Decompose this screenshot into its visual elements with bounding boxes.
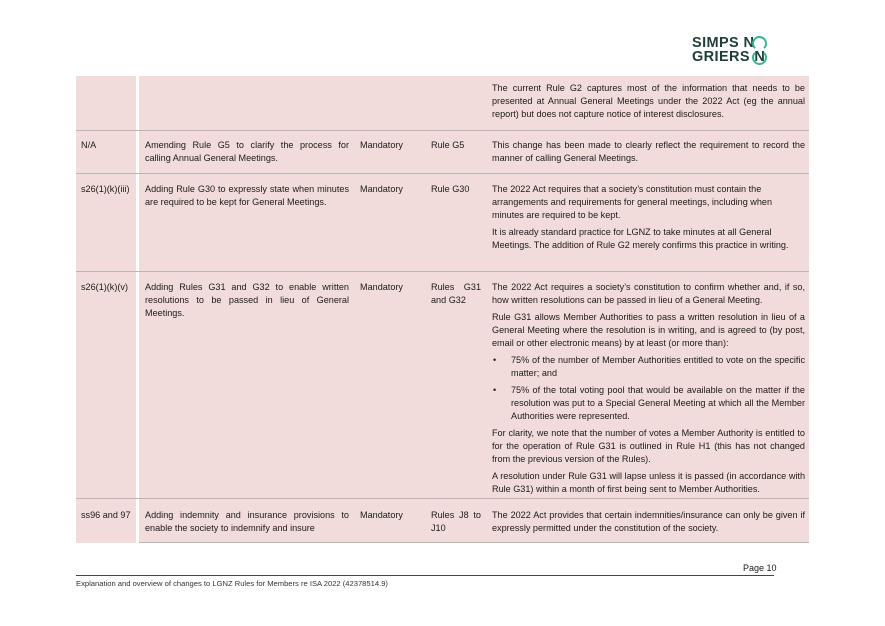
row-2-ref: s26(1)(k)(iii) [81, 184, 130, 194]
row-1-explanation [492, 139, 805, 169]
footer-divider [76, 575, 774, 576]
page-number: Page 10 [743, 563, 777, 573]
row-divider [76, 173, 809, 174]
row-3-explanation-para: For clarity, we note that the number of votes a Member Authority is entitled to for the operation of Rule G31 is outlined in Rule H1 (this has not changed from the previous version of the Rules). [492, 428, 805, 464]
row-0-explanation [492, 82, 805, 125]
row-3-explanation-para: Rule G31 allows Member Authorities to pass a written resolution in lieu of a General Meeting where the resolution is in writing, and is agreed to (by post, email or other electronic means) by at least (or more than): [492, 312, 805, 348]
logo-ring-top-icon [752, 36, 767, 51]
row-3-explanation-para: The 2022 Act requires a society’s constitution to confirm whether and, if so, how written resolutions can be passed in lieu of a General Meeting. [492, 282, 805, 305]
changes-table [76, 76, 809, 543]
row-1-rule: Rule G5 [431, 140, 465, 150]
simpson-grierson-logo [692, 36, 780, 66]
row-2-explanation [492, 183, 805, 256]
row-2-change: Adding Rule G30 to expressly state when minutes are required to be kept for General Meetings. [145, 184, 349, 207]
row-3-ref: s26(1)(k)(v) [81, 282, 128, 292]
row-divider [76, 271, 809, 272]
logo-ring-bottom-icon [752, 50, 767, 65]
row-divider [76, 498, 809, 499]
row-2-rule: Rule G30 [431, 184, 470, 194]
logo-line-2: GRIERS N [692, 49, 766, 65]
row-1-ref: N/A [81, 140, 97, 150]
row-3-bullet-item: • 75% of the total voting pool that would be available on the matter if the resolution was put to a Special General Meeting at which all the Member Authorities were represented. [492, 384, 805, 423]
row-3-change: Adding Rules G31 and G32 to enable written resolutions to be passed in lieu of General Meetings. [145, 282, 349, 318]
row-4-explanation [492, 509, 805, 539]
row-4-type: Mandatory [360, 510, 403, 520]
row-2-explanation-para: It is already standard practice for LGNZ to take minutes at all General Meetings. The addition of Rule G2 merely confirms this practice in writing. [492, 227, 789, 250]
row-4-rule: Rules J8 to J10 [431, 510, 481, 533]
row-divider [76, 130, 809, 131]
logo-line-1: SIMPS N [692, 35, 755, 51]
row-3-explanation [492, 281, 805, 500]
row-4-ref: ss96 and 97 [81, 510, 131, 520]
row-2-explanation-para: The 2022 Act requires that a society’s constitution must contain the arrangements and requirements for general meetings, including when minutes are required to be kept. [492, 184, 773, 220]
row-0-explanation-para: The current Rule G2 captures most of the information that needs to be presented at Annual General Meetings under the 2022 Act (eg the annual report) but does not capture notice of interest disclosures. [492, 83, 805, 119]
row-3-explanation-para: A resolution under Rule G31 will lapse unless it is passed (in accordance with Rule G31) within a month of first being sent to Member Authorities. [492, 471, 805, 494]
row-3-bullet-item: • 75% of the number of Member Authorities entitled to vote on the specific matter; and [492, 354, 805, 380]
row-3-rule: Rules G31 and G32 [431, 282, 481, 305]
table-bottom-border [139, 542, 809, 543]
row-1-change: Amending Rule G5 to clarify the process for calling Annual General Meetings. [145, 140, 349, 163]
footer-document-title: Explanation and overview of changes to LGNZ Rules for Members re ISA 2022 (42378514.9) [76, 579, 388, 588]
row-1-explanation-para: This change has been made to clearly reflect the requirement to record the manner of calling General Meetings. [492, 140, 805, 163]
row-1-type: Mandatory [360, 140, 403, 150]
row-2-type: Mandatory [360, 184, 403, 194]
row-4-change: Adding indemnity and insurance provisions to enable the society to indemnify and insure [145, 510, 349, 533]
row-3-type: Mandatory [360, 282, 403, 292]
row-4-explanation-para: The 2022 Act provides that certain indemnities/insurance can only be given if expressly permitted under the constitution of the society. [492, 510, 805, 533]
